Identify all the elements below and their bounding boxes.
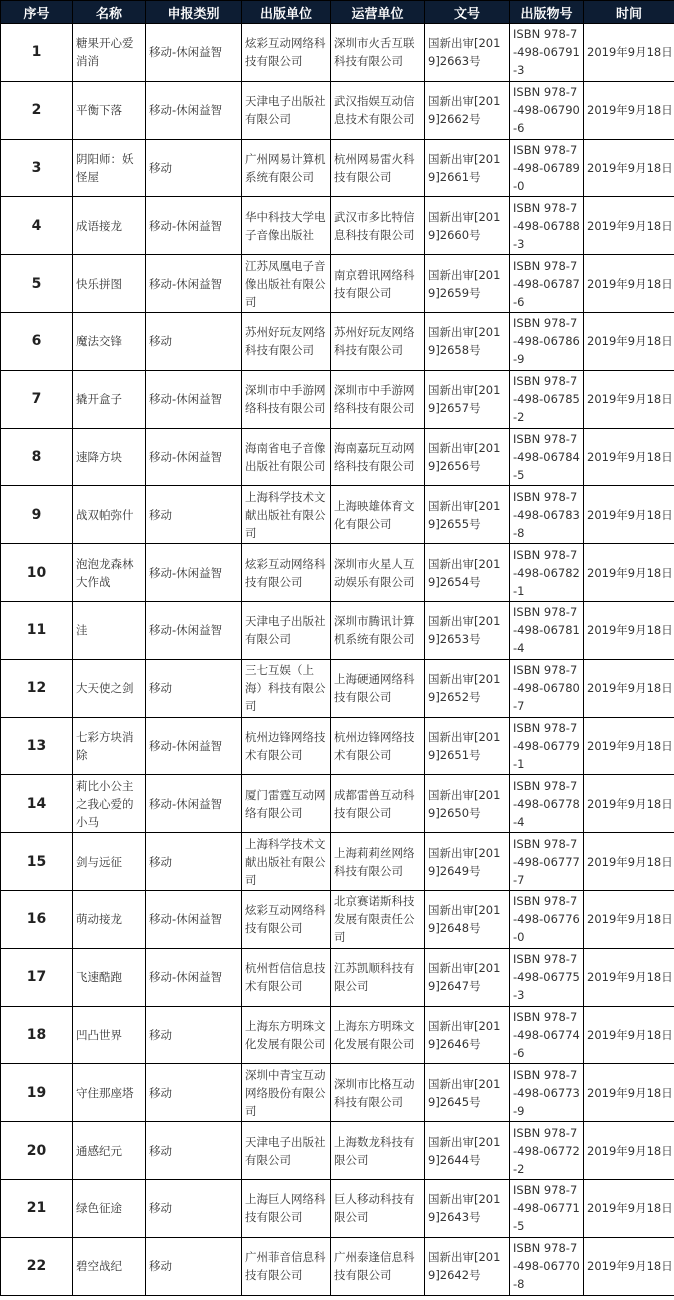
isbn-cell: ISBN 978-7-498-06788-3 (510, 197, 584, 255)
category-cell: 移动-休闲益智 (146, 948, 242, 1006)
game-name-cell: 战双帕弥什 (73, 486, 146, 544)
isbn-cell: ISBN 978-7-498-06785-2 (510, 370, 584, 428)
date-cell: 2019年9月18日 (584, 197, 674, 255)
table-row (1, 948, 674, 1006)
table-row (1, 601, 674, 659)
isbn-cell: ISBN 978-7-498-06791-3 (510, 24, 584, 82)
doc-number-cell: 国新出审[2019]2651号 (425, 717, 510, 775)
date-cell: 2019年9月18日 (584, 1064, 674, 1122)
isbn-cell: ISBN 978-7-498-06770-8 (510, 1237, 584, 1295)
game-name-cell: 洼 (73, 601, 146, 659)
publisher-cell: 上海科学技术文献出版社有限公司 (242, 486, 331, 544)
row-index-cell: 15 (1, 833, 73, 891)
publisher-cell: 广州网易计算机系统有限公司 (242, 139, 331, 197)
row-index-cell: 12 (1, 659, 73, 717)
table-row (1, 1006, 674, 1064)
date-cell: 2019年9月18日 (584, 1237, 674, 1295)
row-index-cell: 1 (1, 24, 73, 82)
publisher-cell: 炫彩互动网络科技有限公司 (242, 24, 331, 82)
category-cell: 移动-休闲益智 (146, 544, 242, 602)
game-name-cell: 快乐拼图 (73, 255, 146, 313)
doc-number-cell: 国新出审[2019]2652号 (425, 659, 510, 717)
row-index-cell: 10 (1, 544, 73, 602)
doc-number-cell: 国新出审[2019]2646号 (425, 1006, 510, 1064)
date-cell: 2019年9月18日 (584, 81, 674, 139)
operator-cell: 上海映雄体育文化有限公司 (331, 486, 425, 544)
doc-number-cell: 国新出审[2019]2656号 (425, 428, 510, 486)
isbn-cell: ISBN 978-7-498-06787-6 (510, 255, 584, 313)
table-row (1, 833, 674, 891)
game-name-cell: 剑与远征 (73, 833, 146, 891)
doc-number-cell: 国新出审[2019]2661号 (425, 139, 510, 197)
doc-number-cell: 国新出审[2019]2658号 (425, 312, 510, 370)
operator-cell: 武汉市多比特信息科技有限公司 (331, 197, 425, 255)
header-row (1, 1, 674, 24)
row-index-cell: 5 (1, 255, 73, 313)
date-cell: 2019年9月18日 (584, 1179, 674, 1237)
game-name-cell: 成语接龙 (73, 197, 146, 255)
publisher-cell: 深圳市中手游网络科技有限公司 (242, 370, 331, 428)
doc-number-cell: 国新出审[2019]2648号 (425, 890, 510, 948)
isbn-cell: ISBN 978-7-498-06776-0 (510, 890, 584, 948)
game-name-cell: 撬开盒子 (73, 370, 146, 428)
category-cell: 移动 (146, 833, 242, 891)
game-name-cell: 守住那座塔 (73, 1064, 146, 1122)
category-cell: 移动-休闲益智 (146, 428, 242, 486)
date-cell: 2019年9月18日 (584, 312, 674, 370)
category-cell: 移动-休闲益智 (146, 717, 242, 775)
game-name-cell: 糖果开心爱消消 (73, 24, 146, 82)
row-index-cell: 18 (1, 1006, 73, 1064)
header-cell-publisher: 出版单位 (242, 1, 331, 24)
game-name-cell: 魔法交锋 (73, 312, 146, 370)
publisher-cell: 厦门雷霆互动网络有限公司 (242, 775, 331, 833)
isbn-cell: ISBN 978-7-498-06782-1 (510, 544, 584, 602)
publisher-cell: 上海巨人网络科技有限公司 (242, 1179, 331, 1237)
operator-cell: 苏州好玩友网络科技有限公司 (331, 312, 425, 370)
row-index-cell: 22 (1, 1237, 73, 1295)
table-row (1, 486, 674, 544)
header-cell-date: 时间 (584, 1, 674, 24)
category-cell: 移动 (146, 1122, 242, 1180)
table-row (1, 717, 674, 775)
isbn-cell: ISBN 978-7-498-06772-2 (510, 1122, 584, 1180)
game-name-cell: 泡泡龙森林大作战 (73, 544, 146, 602)
table-row (1, 1064, 674, 1122)
operator-cell: 上海数龙科技有限公司 (331, 1122, 425, 1180)
operator-cell: 深圳市火星人互动娱乐有限公司 (331, 544, 425, 602)
isbn-cell: ISBN 978-7-498-06773-9 (510, 1064, 584, 1122)
header-cell-doc-no: 文号 (425, 1, 510, 24)
operator-cell: 成都雷兽互动科技有限公司 (331, 775, 425, 833)
table-row (1, 428, 674, 486)
operator-cell: 深圳市比格互动科技有限公司 (331, 1064, 425, 1122)
date-cell: 2019年9月18日 (584, 833, 674, 891)
operator-cell: 杭州网易雷火科技有限公司 (331, 139, 425, 197)
operator-cell: 北京赛诺斯科技发展有限责任公司 (331, 890, 425, 948)
publisher-cell: 上海东方明珠文化发展有限公司 (242, 1006, 331, 1064)
table-row (1, 1122, 674, 1180)
publisher-cell: 天津电子出版社有限公司 (242, 601, 331, 659)
row-index-cell: 21 (1, 1179, 73, 1237)
date-cell: 2019年9月18日 (584, 486, 674, 544)
header-cell-operator: 运营单位 (331, 1, 425, 24)
category-cell: 移动-休闲益智 (146, 890, 242, 948)
isbn-cell: ISBN 978-7-498-06777-7 (510, 833, 584, 891)
operator-cell: 深圳市腾讯计算机系统有限公司 (331, 601, 425, 659)
table-row (1, 24, 674, 82)
doc-number-cell: 国新出审[2019]2649号 (425, 833, 510, 891)
header-cell-isbn: 出版物号 (510, 1, 584, 24)
row-index-cell: 20 (1, 1122, 73, 1180)
publisher-cell: 杭州哲信信息技术有限公司 (242, 948, 331, 1006)
table-row (1, 659, 674, 717)
operator-cell: 深圳市中手游网络科技有限公司 (331, 370, 425, 428)
operator-cell: 巨人移动科技有限公司 (331, 1179, 425, 1237)
table-row (1, 139, 674, 197)
category-cell: 移动 (146, 659, 242, 717)
category-cell: 移动-休闲益智 (146, 255, 242, 313)
date-cell: 2019年9月18日 (584, 139, 674, 197)
publisher-cell: 海南省电子音像出版社有限公司 (242, 428, 331, 486)
publisher-cell: 炫彩互动网络科技有限公司 (242, 544, 331, 602)
date-cell: 2019年9月18日 (584, 775, 674, 833)
category-cell: 移动 (146, 312, 242, 370)
isbn-cell: ISBN 978-7-498-06771-5 (510, 1179, 584, 1237)
game-name-cell: 通感纪元 (73, 1122, 146, 1180)
row-index-cell: 11 (1, 601, 73, 659)
operator-cell: 江苏凯顺科技有限公司 (331, 948, 425, 1006)
doc-number-cell: 国新出审[2019]2647号 (425, 948, 510, 1006)
publisher-cell: 炫彩互动网络科技有限公司 (242, 890, 331, 948)
doc-number-cell: 国新出审[2019]2662号 (425, 81, 510, 139)
row-index-cell: 8 (1, 428, 73, 486)
game-name-cell: 萌动接龙 (73, 890, 146, 948)
category-cell: 移动 (146, 139, 242, 197)
category-cell: 移动 (146, 1006, 242, 1064)
game-name-cell: 绿色征途 (73, 1179, 146, 1237)
table-row (1, 1237, 674, 1295)
game-name-cell: 平衡下落 (73, 81, 146, 139)
isbn-cell: ISBN 978-7-498-06778-4 (510, 775, 584, 833)
row-index-cell: 19 (1, 1064, 73, 1122)
game-name-cell: 莉比小公主之我心爱的小马 (73, 775, 146, 833)
table-row (1, 312, 674, 370)
publisher-cell: 三七互娱（上海）科技有限公司 (242, 659, 331, 717)
doc-number-cell: 国新出审[2019]2642号 (425, 1237, 510, 1295)
publisher-cell: 苏州好玩友网络科技有限公司 (242, 312, 331, 370)
date-cell: 2019年9月18日 (584, 544, 674, 602)
table-row (1, 544, 674, 602)
game-name-cell: 碧空战纪 (73, 1237, 146, 1295)
operator-cell: 上海莉莉丝网络科技有限公司 (331, 833, 425, 891)
table-body (1, 24, 674, 1296)
row-index-cell: 3 (1, 139, 73, 197)
isbn-cell: ISBN 978-7-498-06781-4 (510, 601, 584, 659)
operator-cell: 上海东方明珠文化发展有限公司 (331, 1006, 425, 1064)
category-cell: 移动-休闲益智 (146, 370, 242, 428)
doc-number-cell: 国新出审[2019]2643号 (425, 1179, 510, 1237)
game-name-cell: 阴阳师：妖怪屋 (73, 139, 146, 197)
row-index-cell: 13 (1, 717, 73, 775)
category-cell: 移动-休闲益智 (146, 24, 242, 82)
publisher-cell: 上海科学技术文献出版社有限公司 (242, 833, 331, 891)
header-cell-index: 序号 (1, 1, 73, 24)
publisher-cell: 天津电子出版社有限公司 (242, 1122, 331, 1180)
category-cell: 移动 (146, 1064, 242, 1122)
table-row (1, 255, 674, 313)
doc-number-cell: 国新出审[2019]2657号 (425, 370, 510, 428)
isbn-cell: ISBN 978-7-498-06790-6 (510, 81, 584, 139)
operator-cell: 杭州边锋网络技术有限公司 (331, 717, 425, 775)
category-cell: 移动-休闲益智 (146, 601, 242, 659)
publisher-cell: 华中科技大学电子音像出版社 (242, 197, 331, 255)
category-cell: 移动-休闲益智 (146, 775, 242, 833)
row-index-cell: 17 (1, 948, 73, 1006)
isbn-cell: ISBN 978-7-498-06774-6 (510, 1006, 584, 1064)
category-cell: 移动 (146, 1179, 242, 1237)
isbn-cell: ISBN 978-7-498-06786-9 (510, 312, 584, 370)
operator-cell: 上海硬通网络科技有限公司 (331, 659, 425, 717)
date-cell: 2019年9月18日 (584, 370, 674, 428)
doc-number-cell: 国新出审[2019]2655号 (425, 486, 510, 544)
row-index-cell: 9 (1, 486, 73, 544)
date-cell: 2019年9月18日 (584, 717, 674, 775)
category-cell: 移动 (146, 486, 242, 544)
category-cell: 移动-休闲益智 (146, 197, 242, 255)
publisher-cell: 江苏凤凰电子音像出版社有限公司 (242, 255, 331, 313)
game-name-cell: 七彩方块消除 (73, 717, 146, 775)
isbn-cell: ISBN 978-7-498-06775-3 (510, 948, 584, 1006)
doc-number-cell: 国新出审[2019]2650号 (425, 775, 510, 833)
row-index-cell: 6 (1, 312, 73, 370)
publisher-cell: 深圳中青宝互动网络股份有限公司 (242, 1064, 331, 1122)
doc-number-cell: 国新出审[2019]2659号 (425, 255, 510, 313)
game-name-cell: 速降方块 (73, 428, 146, 486)
isbn-cell: ISBN 978-7-498-06789-0 (510, 139, 584, 197)
header-cell-name: 名称 (73, 1, 146, 24)
category-cell: 移动 (146, 1237, 242, 1295)
doc-number-cell: 国新出审[2019]2660号 (425, 197, 510, 255)
date-cell: 2019年9月18日 (584, 601, 674, 659)
date-cell: 2019年9月18日 (584, 24, 674, 82)
category-cell: 移动-休闲益智 (146, 81, 242, 139)
row-index-cell: 2 (1, 81, 73, 139)
publisher-cell: 广州菲音信息科技有限公司 (242, 1237, 331, 1295)
isbn-cell: ISBN 978-7-498-06780-7 (510, 659, 584, 717)
date-cell: 2019年9月18日 (584, 1006, 674, 1064)
table-row (1, 81, 674, 139)
isbn-cell: ISBN 978-7-498-06779-1 (510, 717, 584, 775)
table-row (1, 370, 674, 428)
table-row (1, 775, 674, 833)
publisher-cell: 杭州边锋网络技术有限公司 (242, 717, 331, 775)
date-cell: 2019年9月18日 (584, 948, 674, 1006)
publisher-cell: 天津电子出版社有限公司 (242, 81, 331, 139)
game-name-cell: 飞速酷跑 (73, 948, 146, 1006)
operator-cell: 广州泰逢信息科技有限公司 (331, 1237, 425, 1295)
operator-cell: 武汉指娱互动信息技术有限公司 (331, 81, 425, 139)
date-cell: 2019年9月18日 (584, 659, 674, 717)
isbn-cell: ISBN 978-7-498-06784-5 (510, 428, 584, 486)
table-row (1, 197, 674, 255)
game-name-cell: 大天使之剑 (73, 659, 146, 717)
date-cell: 2019年9月18日 (584, 1122, 674, 1180)
date-cell: 2019年9月18日 (584, 890, 674, 948)
date-cell: 2019年9月18日 (584, 428, 674, 486)
doc-number-cell: 国新出审[2019]2663号 (425, 24, 510, 82)
table-row (1, 890, 674, 948)
doc-number-cell: 国新出审[2019]2654号 (425, 544, 510, 602)
doc-number-cell: 国新出审[2019]2645号 (425, 1064, 510, 1122)
date-cell: 2019年9月18日 (584, 255, 674, 313)
table-row (1, 1179, 674, 1237)
isbn-cell: ISBN 978-7-498-06783-8 (510, 486, 584, 544)
doc-number-cell: 国新出审[2019]2644号 (425, 1122, 510, 1180)
operator-cell: 海南嘉玩互动网络科技有限公司 (331, 428, 425, 486)
row-index-cell: 4 (1, 197, 73, 255)
doc-number-cell: 国新出审[2019]2653号 (425, 601, 510, 659)
row-index-cell: 16 (1, 890, 73, 948)
row-index-cell: 14 (1, 775, 73, 833)
header-cell-category: 申报类别 (146, 1, 242, 24)
operator-cell: 深圳市火舌互联科技有限公司 (331, 24, 425, 82)
row-index-cell: 7 (1, 370, 73, 428)
operator-cell: 南京碧讯网络科技有限公司 (331, 255, 425, 313)
game-name-cell: 凹凸世界 (73, 1006, 146, 1064)
